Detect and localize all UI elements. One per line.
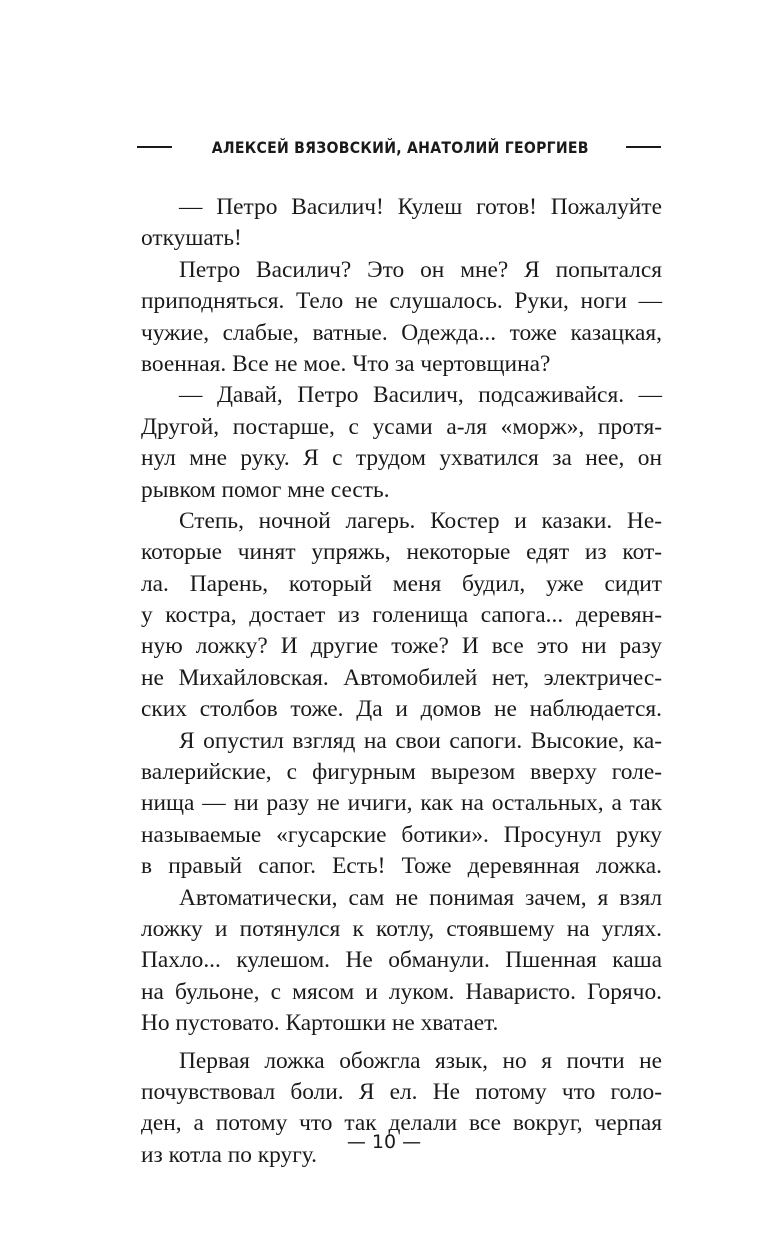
text-line: приподняться. Тело не слушалось. Руки, ноги — — [141, 288, 662, 315]
text-line: ную ложку? И другие тоже? И все это ни разу — [141, 633, 662, 660]
text-line: в правый сапог. Есть! Тоже деревянная ложка. — [141, 853, 662, 880]
running-header — [137, 135, 661, 159]
text-line: нул мне руку. Я с трудом ухватился за нее, он — [141, 445, 662, 472]
header-rule-right — [626, 146, 661, 148]
text-line: валерийские, с фигурным вырезом вверху голе- — [141, 759, 662, 786]
text-line: на бульоне, с мясом и луком. Наваристо. Горячо. — [141, 978, 662, 1005]
text-line: чужие, слабые, ватные. Одежда... тоже казацкая, — [141, 319, 662, 346]
text-line: Автоматически, сам не понимая зачем, я взял — [179, 884, 662, 911]
header-rule-left — [137, 146, 172, 148]
text-line: ла. Парень, который меня будил, уже сидит — [141, 570, 662, 597]
body-text — [141, 192, 662, 1171]
page-number: — 10 — — [346, 1131, 422, 1153]
text-line: Петро Василич? Это он мне? Я попытался — [179, 256, 662, 283]
text-line: Я опустил взгляд на свои сапоги. Высокие, ка- — [179, 727, 662, 754]
text-line: Пахло... кулешом. Не обманули. Пшенная каша — [141, 947, 662, 974]
text-line: из котла по кругу. — [141, 1141, 318, 1168]
text-line: называемые «гусарские ботики». Просунул руку — [141, 821, 662, 848]
text-line: — Петро Василич! Кулеш готов! Пожалуйте — [179, 194, 662, 220]
text-line: которые чинят упряжь, некоторые едят из кот- — [141, 539, 662, 566]
text-line: Но пустовато. Картошки не хватает. — [141, 1010, 499, 1037]
text-line: рывком помог мне сесть. — [141, 476, 390, 503]
text-line: Другой, постарше, с усами а-ля «морж», протя- — [141, 413, 662, 440]
text-line: откушать! — [141, 225, 242, 252]
text-line: нища — ни разу не ичиги, как на остальных, а так — [141, 790, 662, 817]
text-line: не Михайловская. Автомобилей нет, электричес- — [141, 664, 662, 691]
text-line: Степь, ночной лагерь. Костер и казаки. Не- — [179, 507, 662, 534]
running-title: АЛЕКСЕЙ ВЯЗОВСКИЙ, АНАТОЛИЙ ГЕОРГИЕВ — [211, 137, 589, 157]
text-line: у костра, достает из голенища сапога... деревян- — [141, 602, 662, 629]
text-line: ден, а потому что так делали все вокруг, черпая — [141, 1110, 662, 1137]
text-line: почувствовал боли. Я ел. Не потому что голо- — [141, 1078, 662, 1105]
text-line: — Давай, Петро Василич, подсаживайся. — — [179, 382, 662, 409]
text-line: ских столбов тоже. Да и домов не наблюдается. — [141, 696, 662, 723]
text-line: Первая ложка обожгла язык, но я почти не — [179, 1047, 662, 1074]
text-line: ложку и потянулся к котлу, стоявшему на углях. — [141, 915, 662, 942]
text-line: военная. Все не мое. Что за чертовщина? — [141, 350, 551, 377]
